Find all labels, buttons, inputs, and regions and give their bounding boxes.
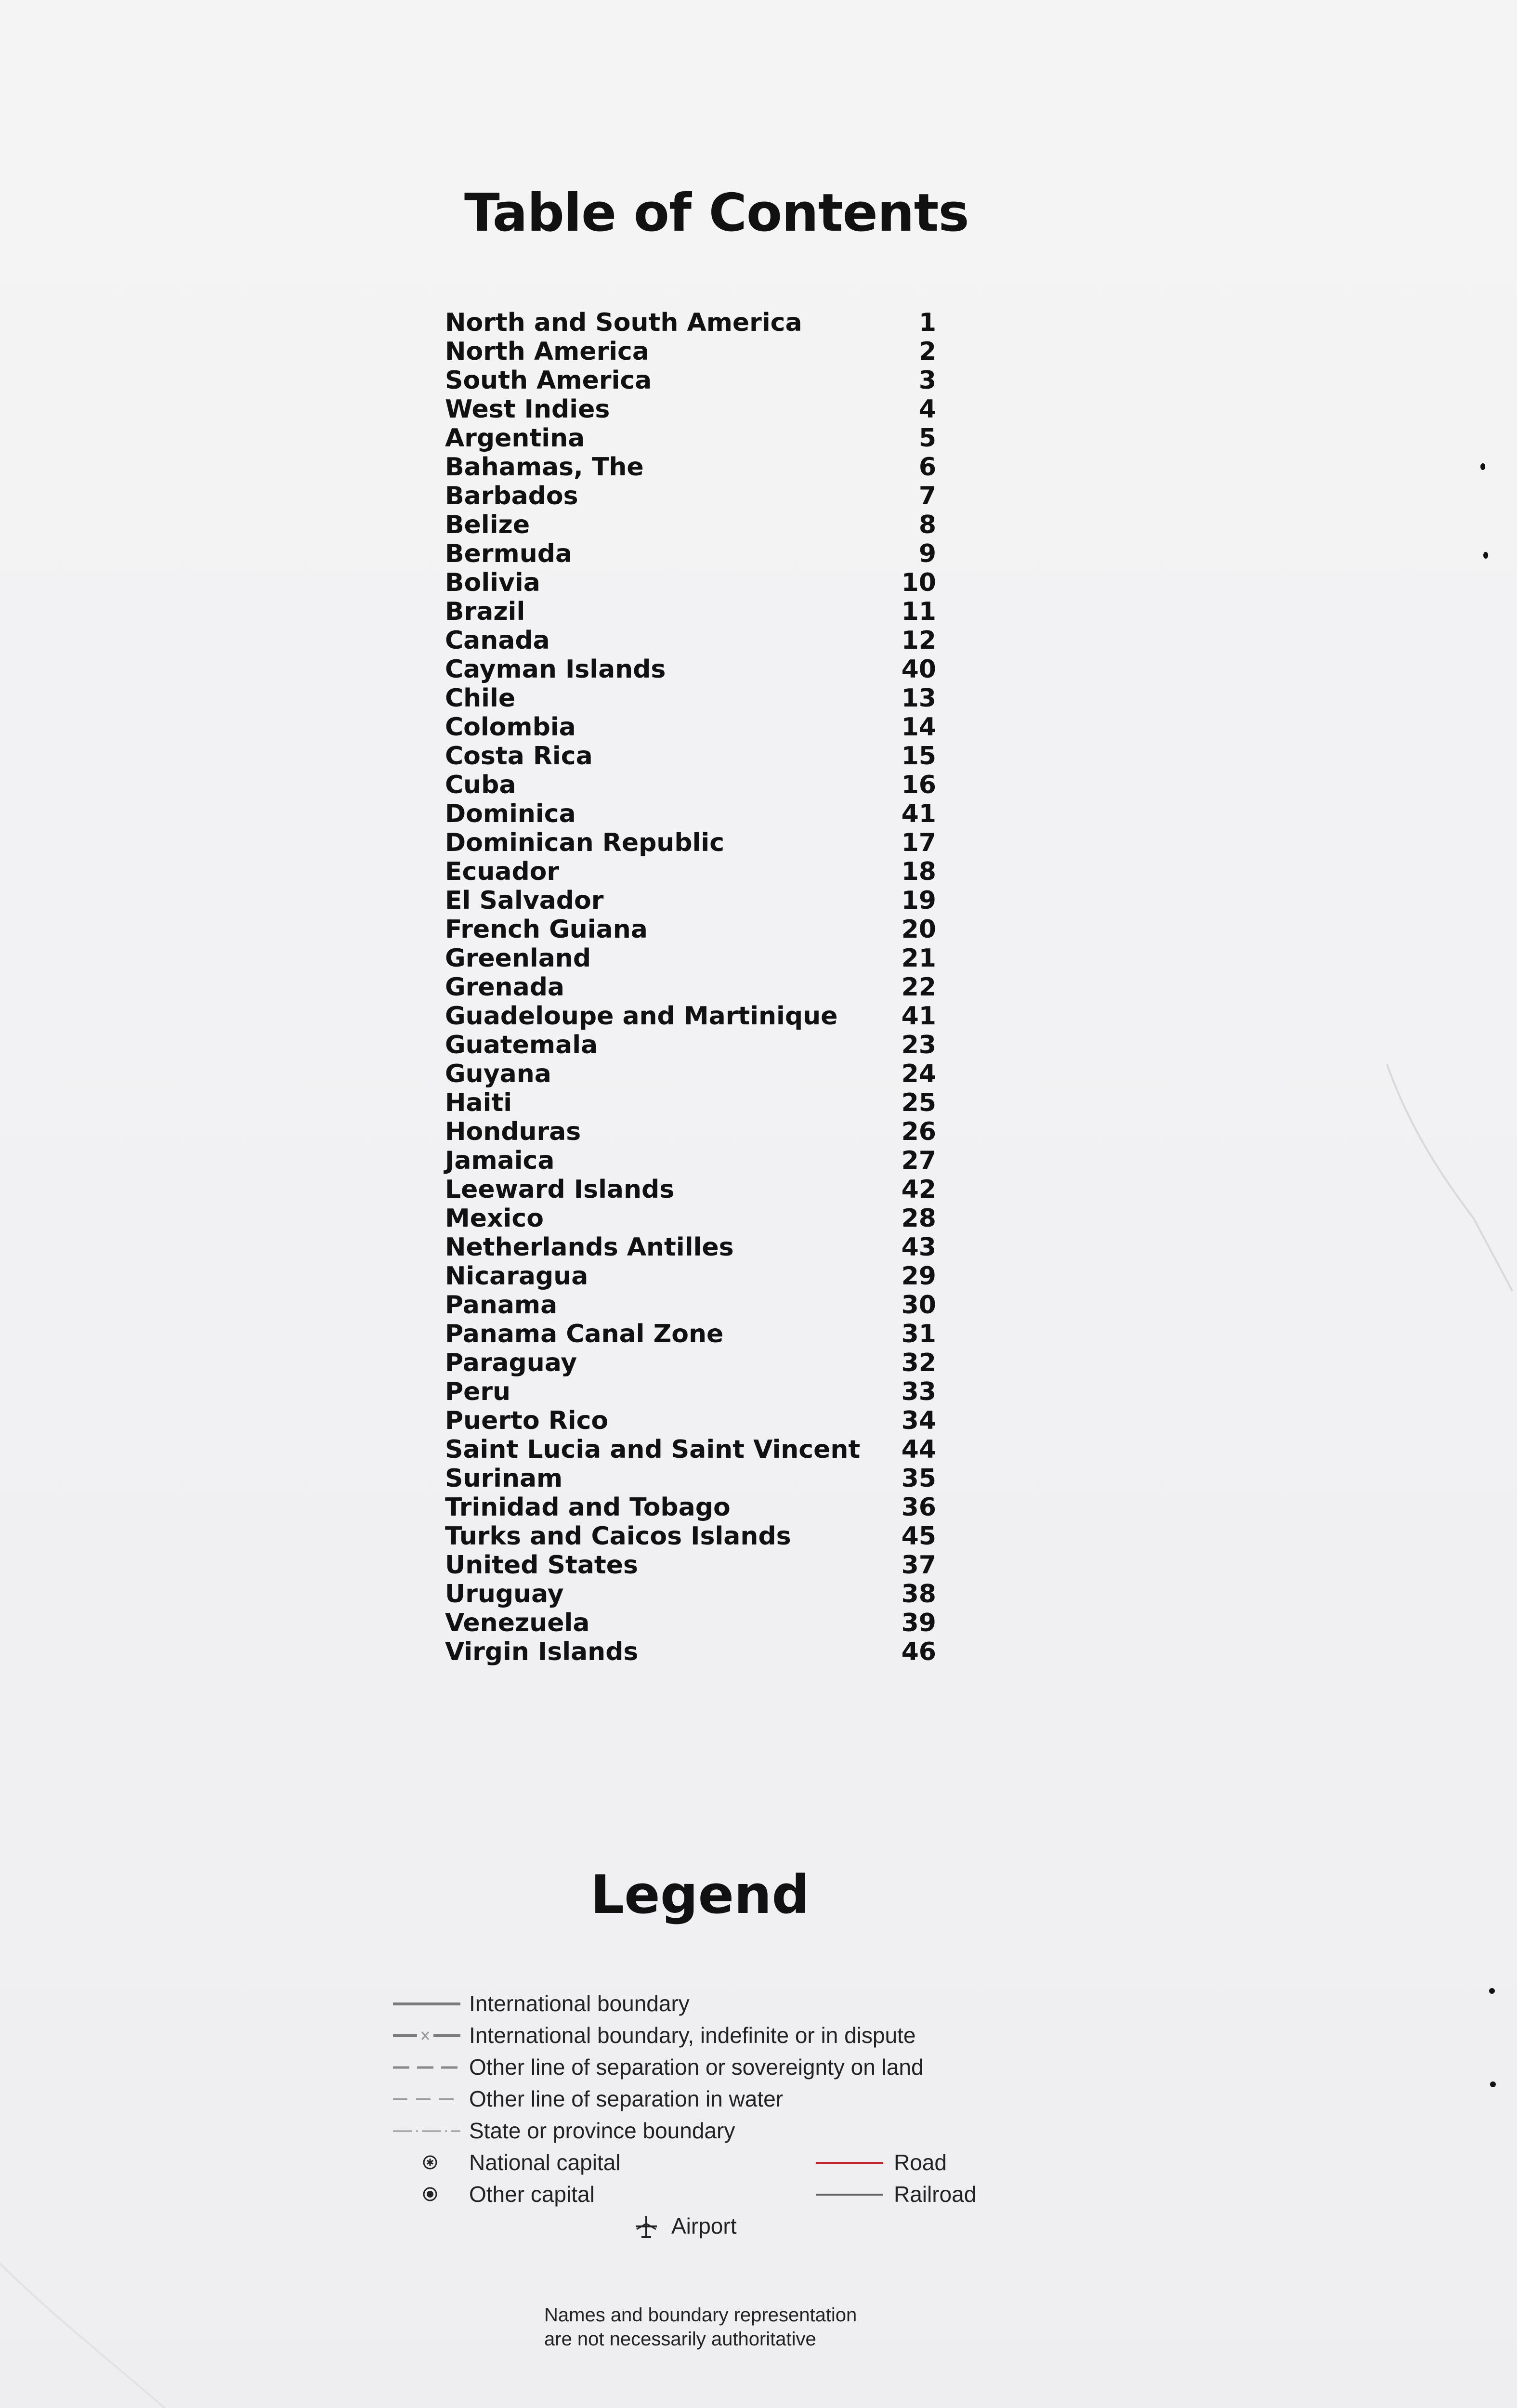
toc-entry-page: 44	[901, 1435, 936, 1464]
toc-entry-name: Bermuda	[445, 539, 573, 568]
toc-entry-name: Barbados	[445, 482, 578, 510]
toc-entry-name: Guatemala	[445, 1031, 598, 1060]
toc-entry-name: Bolivia	[445, 568, 540, 597]
svg-text:✱: ✱	[426, 2157, 434, 2168]
toc-entry-page: 5	[918, 424, 936, 453]
toc-entry-page: 33	[901, 1377, 936, 1406]
toc-entry-name: Netherlands Antilles	[445, 1233, 734, 1262]
toc-entry-name: Venezuela	[445, 1609, 590, 1637]
toc-entry-page: 24	[901, 1060, 936, 1088]
toc-entry-page: 37	[901, 1551, 936, 1580]
toc-entry-page: 2	[918, 337, 936, 366]
toc-entry-name: Surinam	[445, 1464, 563, 1493]
toc-entry-name: United States	[445, 1551, 638, 1580]
toc-entry-page: 32	[901, 1348, 936, 1377]
toc-entry-name: Colombia	[445, 713, 576, 742]
legend-label: International boundary, indefinite or in dispute	[469, 2023, 916, 2048]
toc-entry-name: Dominica	[445, 799, 576, 828]
legend-title: Legend	[590, 1864, 810, 1925]
toc-entry-page: 13	[901, 684, 936, 713]
toc-entry-name: South America	[445, 366, 652, 395]
toc-entry-page: 22	[901, 973, 936, 1002]
toc-entry-page: 30	[901, 1291, 936, 1320]
toc-entry-name: Costa Rica	[445, 742, 593, 771]
toc-entry-name: Bahamas, The	[445, 453, 644, 482]
note-line-2: are not necessarily authoritative	[544, 2329, 816, 2350]
toc-entry-name: Cuba	[445, 771, 516, 799]
toc-entry-page: 35	[901, 1464, 936, 1493]
toc-entry-name: Cayman Islands	[445, 655, 666, 684]
toc-entry-name: French Guiana	[445, 915, 648, 944]
toc-entry-name: Brazil	[445, 597, 525, 626]
toc-entry-page: 16	[901, 771, 936, 799]
toc-entry-name: Chile	[445, 684, 516, 713]
legend-label: Railroad	[894, 2182, 977, 2207]
toc-entry-page: 15	[901, 742, 936, 771]
legend-label: International boundary	[469, 1991, 690, 2016]
toc-title: Table of Contents	[464, 183, 969, 243]
legend-label: Other capital	[469, 2182, 595, 2207]
toc-entry-name: Paraguay	[445, 1348, 577, 1377]
toc-entry-name: El Salvador	[445, 886, 604, 915]
toc-entry-name: Virgin Islands	[445, 1637, 639, 1666]
toc-entry-page: 12	[901, 626, 936, 655]
note-line-1: Names and boundary representation	[544, 2304, 857, 2326]
toc-entry-name: Canada	[445, 626, 550, 655]
toc-entry-name: Haiti	[445, 1088, 512, 1117]
toc-entry-page: 29	[901, 1262, 936, 1291]
toc-entry-page: 26	[901, 1117, 936, 1146]
toc-entry-name: Leeward Islands	[445, 1175, 675, 1204]
toc-entry-page: 39	[901, 1609, 936, 1637]
toc-entry-name: Honduras	[445, 1117, 581, 1146]
toc-entry-page: 31	[901, 1320, 936, 1348]
legend-label: Airport	[671, 2213, 737, 2238]
toc-entry-page: 10	[901, 568, 936, 597]
toc-entry-page: 17	[901, 828, 936, 857]
toc-entry-page: 14	[901, 713, 936, 742]
legend-label: Other line of separation in water	[469, 2086, 784, 2111]
toc-entry-page: 27	[901, 1146, 936, 1175]
toc-entry-page: 23	[901, 1031, 936, 1060]
toc-entry-name: Mexico	[445, 1204, 544, 1233]
toc-entry-page: 9	[918, 539, 936, 568]
toc-entry-name: Dominican Republic	[445, 828, 725, 857]
toc-entry-page: 41	[901, 799, 936, 828]
toc-entry-page: 25	[901, 1088, 936, 1117]
toc-entry-page: 28	[901, 1204, 936, 1233]
toc-entry-name: North America	[445, 337, 649, 366]
toc-entry-name: Turks and Caicos Islands	[445, 1522, 791, 1551]
toc-entry-page: 4	[918, 395, 936, 424]
toc-entry-name: Puerto Rico	[445, 1406, 609, 1435]
toc-entry-page: 43	[901, 1233, 936, 1262]
toc-entry-name: Panama Canal Zone	[445, 1320, 724, 1348]
toc-entry-name: North and South America	[445, 308, 802, 337]
toc-entry-name: Nicaragua	[445, 1262, 588, 1291]
toc-entry-page: 6	[918, 453, 936, 482]
toc-entry-name: Trinidad and Tobago	[445, 1493, 731, 1522]
toc-entry-page: 1	[918, 308, 936, 337]
toc-entry-page: 18	[901, 857, 936, 886]
toc-entry-page: 42	[901, 1175, 936, 1204]
toc-entry-page: 11	[901, 597, 936, 626]
toc-entry-name: Ecuador	[445, 857, 560, 886]
toc-entry-page: 34	[901, 1406, 936, 1435]
toc-entry-page: 36	[901, 1493, 936, 1522]
toc-entry-name: Uruguay	[445, 1580, 564, 1609]
toc-entry-page: 41	[901, 1002, 936, 1031]
toc-entry-page: 8	[918, 510, 936, 539]
legend-label: Road	[894, 2150, 947, 2175]
toc-entry-page: 38	[901, 1580, 936, 1609]
toc-entry-name: Saint Lucia and Saint Vincent	[445, 1435, 861, 1464]
toc-entry-name: Guadeloupe and Martinique	[445, 1002, 838, 1031]
toc-entry-name: Grenada	[445, 973, 565, 1002]
legend-label: State or province boundary	[469, 2118, 735, 2143]
toc-entry-page: 3	[918, 366, 936, 395]
toc-entry-name: West Indies	[445, 395, 610, 424]
toc-entry-page: 21	[901, 944, 936, 973]
toc-entry-page: 45	[901, 1522, 936, 1551]
toc-entry-name: Belize	[445, 510, 530, 539]
toc-entry-name: Greenland	[445, 944, 591, 973]
legend-label: Other line of separation or sovereignty on land	[469, 2055, 924, 2080]
toc-entry-name: Guyana	[445, 1060, 551, 1088]
toc-entry-page: 46	[901, 1637, 936, 1666]
toc-entry-page: 7	[918, 482, 936, 510]
toc-entry-name: Panama	[445, 1291, 558, 1320]
toc-entry-page: 19	[901, 886, 936, 915]
toc-entry-name: Argentina	[445, 424, 585, 453]
toc-entry-name: Jamaica	[445, 1146, 555, 1175]
toc-entry-page: 20	[901, 915, 936, 944]
legend-label: National capital	[469, 2150, 621, 2175]
toc-entry-page: 40	[901, 655, 936, 684]
toc-entry-name: Peru	[445, 1377, 511, 1406]
